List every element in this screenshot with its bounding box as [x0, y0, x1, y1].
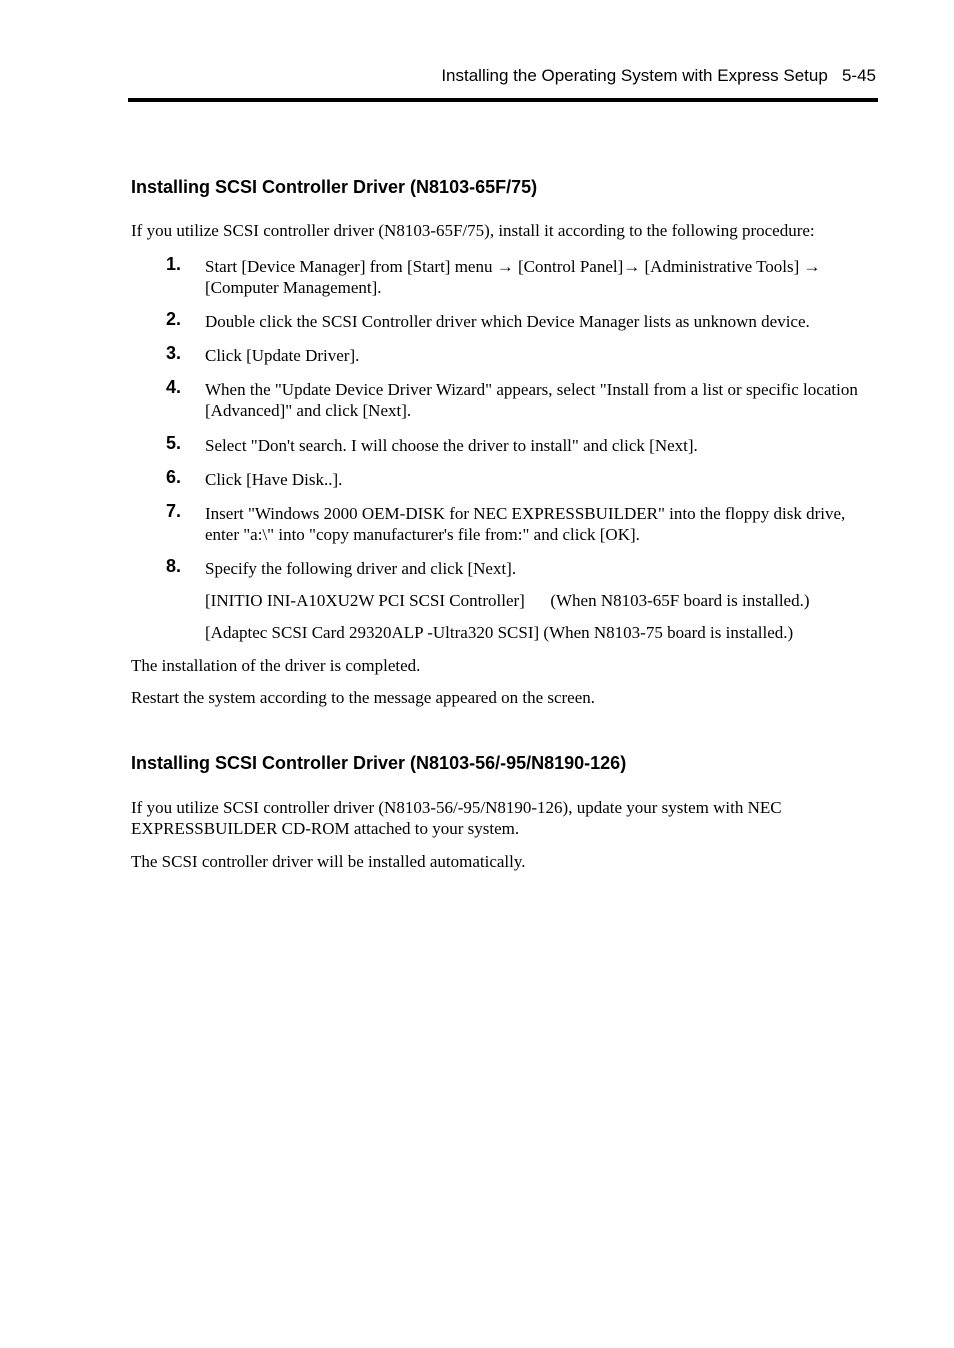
step-number: 4. [166, 377, 182, 397]
step-number: 2. [166, 309, 182, 329]
step-text: When the "Update Device Driver Wizard" appears, select "Install from a list or specific location [Advanced]" and click [Next]. [205, 380, 858, 420]
header-title: Installing the Operating System with Express Setup [441, 66, 828, 85]
running-header [441, 66, 876, 86]
driver-option-adaptec [205, 622, 793, 643]
driver-condition: (When N8103-65F board is installed.) [550, 591, 810, 610]
step-number: 6. [166, 467, 182, 487]
restart-note: Restart the system according to the message appeared on the screen. [131, 688, 596, 707]
step-number: 7. [166, 501, 182, 521]
step-number: 3. [166, 343, 182, 363]
step-text: Insert "Windows 2000 OEM-DISK for NEC EXPRESSBUILDER" into the floppy disk drive, enter "a:\" into "copy manufacturer's file from:" and click [OK]. [205, 504, 846, 544]
step-number: 8. [166, 556, 182, 576]
step-number: 5. [166, 433, 182, 453]
step-text: Specify the following driver and click [Next]. [205, 559, 517, 578]
section1-intro: If you utilize SCSI controller driver (N8103-65F/75), install it according to the following procedure: [131, 221, 815, 240]
section2-intro: If you utilize SCSI controller driver (N8103-56/-95/N8190-126), update your system with NEC EXPRESSBUILDER CD-ROM attached to your system. [131, 798, 782, 838]
step-number: 1. [166, 254, 182, 274]
step-text: Double click the SCSI Controller driver which Device Manager lists as unknown device. [205, 312, 810, 331]
section2-auto-note: The SCSI controller driver will be installed automatically. [131, 852, 526, 871]
section-heading-56-95-126: Installing SCSI Controller Driver (N8103-56/-95/N8190-126) [131, 753, 627, 773]
driver-name: [INITIO INI-A10XU2W PCI SCSI Controller] [205, 591, 525, 610]
page-header [128, 64, 878, 102]
page-number: 5-45 [841, 66, 876, 85]
step-text: Select "Don't search. I will choose the driver to install" and click [Next]. [205, 436, 698, 455]
step-text: Click [Update Driver]. [205, 346, 360, 365]
driver-name: [Adaptec SCSI Card 29320ALP -Ultra320 SCSI] [205, 623, 540, 642]
driver-option-initio [205, 590, 810, 611]
step-text: Start [Device Manager] from [Start] menu → [Control Panel]→ [Administrative Tools] → [Computer Management]. [205, 257, 821, 297]
driver-condition: (When N8103-75 board is installed.) [543, 623, 794, 642]
step-text: Click [Have Disk..]. [205, 470, 343, 489]
section-heading-65f-75: Installing SCSI Controller Driver (N8103-65F/75) [131, 177, 538, 197]
completion-note: The installation of the driver is completed. [131, 656, 421, 675]
